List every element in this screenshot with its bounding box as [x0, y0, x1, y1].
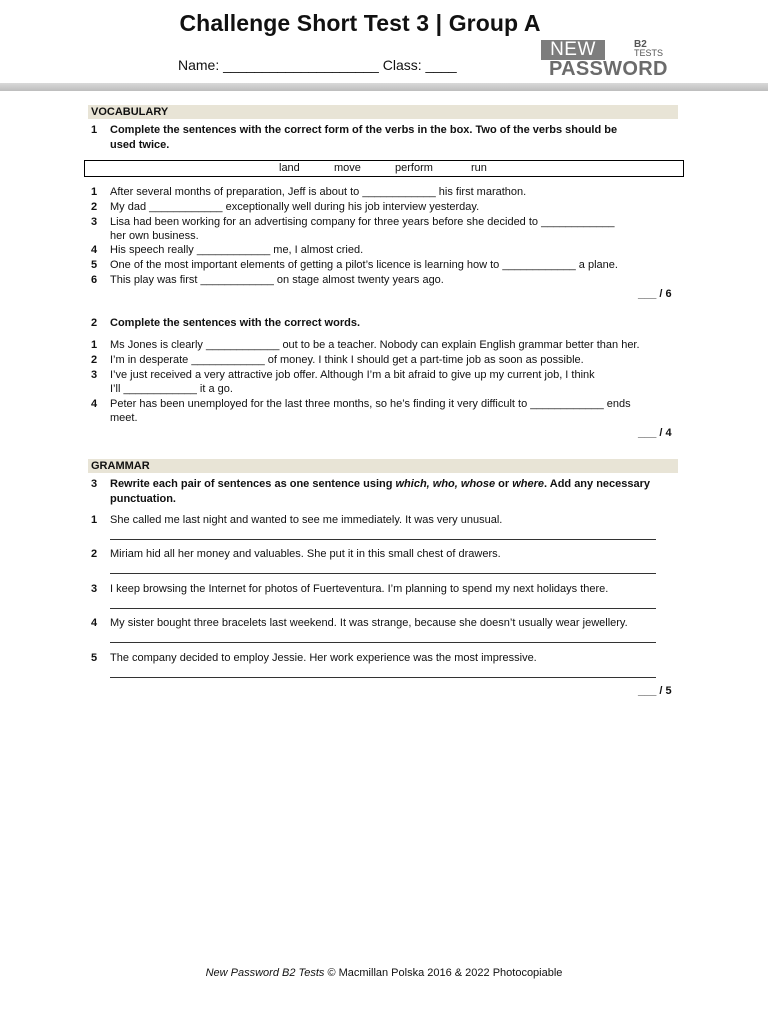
exercise-instruction — [110, 477, 670, 507]
instruction-line: punctuation. — [110, 493, 176, 505]
footer-copyright: © Macmillan Polska 2016 & 2022 Photocopiable — [324, 967, 563, 979]
word-box — [84, 160, 684, 177]
sentence: His speech really ____________ me, I almost cried. — [110, 244, 364, 256]
sentence-continuation: her own business. — [110, 230, 199, 242]
instruction-text: . Add any necessary — [544, 478, 651, 490]
item-number: 1 — [91, 186, 98, 198]
item-number: 1 — [91, 339, 98, 351]
instruction-text: or — [495, 478, 513, 490]
exercise-number: 2 — [91, 317, 98, 329]
item-number: 2 — [91, 354, 98, 366]
answer-line[interactable] — [110, 608, 656, 609]
item-number: 4 — [91, 617, 98, 629]
word-box-item: run — [471, 162, 487, 174]
instruction-italic: which, who, whose — [395, 478, 496, 490]
score-box: ___ / 4 — [638, 427, 672, 439]
instruction-line: Complete the sentences with the correct form of the verbs in the box. Two of the verbs should be — [110, 124, 618, 136]
answer-line[interactable] — [110, 642, 656, 643]
page-footer — [0, 966, 768, 981]
sentence: Ms Jones is clearly ____________ out to be a teacher. Nobody can explain English grammar better than her. — [110, 339, 640, 351]
instruction-italic: where — [512, 478, 545, 490]
page-title: Challenge Short Test 3 | Group A — [179, 10, 541, 36]
item-number: 3 — [91, 583, 98, 595]
section-heading-grammar: GRAMMAR — [88, 459, 678, 473]
sentence: I keep browsing the Internet for photos of Fuerteventura. I’m planning to spend my next holidays there. — [110, 583, 609, 595]
logo-tests: TESTS — [634, 48, 664, 58]
sentence-continuation: I’ll ____________ it a go. — [110, 383, 233, 395]
item-number: 6 — [91, 274, 98, 286]
logo-new: NEW — [541, 40, 605, 60]
sentence: Miriam hid all her money and valuables. She put it in this small chest of drawers. — [110, 548, 501, 560]
item-number: 3 — [91, 216, 98, 228]
sentence: My sister bought three bracelets last weekend. It was strange, because she doesn’t usually wear jewellery. — [110, 617, 628, 629]
instruction-line — [110, 477, 670, 492]
item-number: 3 — [91, 369, 98, 381]
sentence-continuation: meet. — [110, 412, 138, 424]
exercise-instruction — [110, 123, 670, 153]
sentence: I’m in desperate ____________ of money. I think I should get a part-time job as soon as possible. — [110, 354, 584, 366]
sentence: One of the most important elements of getting a pilot’s licence is learning how to ____________ a plane. — [110, 259, 618, 271]
item-number: 4 — [91, 244, 98, 256]
word-box-item: perform — [395, 162, 433, 174]
item-number: 5 — [91, 259, 98, 271]
exercise-number: 1 — [91, 124, 98, 136]
item-number: 5 — [91, 652, 98, 664]
word-box-item: move — [334, 162, 361, 174]
item-number: 2 — [91, 548, 98, 560]
item-number: 2 — [91, 201, 98, 213]
sentence: I’ve just received a very attractive job offer. Although I’m a bit afraid to give up my current job, I think — [110, 369, 595, 381]
item-number: 1 — [91, 514, 98, 526]
score-box: ___ / 6 — [638, 288, 672, 300]
instruction-text: Rewrite each pair of sentences as one sentence using — [110, 478, 396, 490]
logo-b2: B2 — [634, 39, 647, 50]
answer-line[interactable] — [110, 573, 656, 574]
instruction-line: used twice. — [110, 139, 170, 151]
sentence: Lisa had been working for an advertising company for three years before she decided to ____________ — [110, 216, 615, 228]
sentence: She called me last night and wanted to see me immediately. It was very unusual. — [110, 514, 503, 526]
exercise-number: 3 — [91, 478, 98, 490]
section-heading-vocabulary: VOCABULARY — [88, 105, 678, 119]
sentence: After several months of preparation, Jeff is about to ____________ his first marathon. — [110, 186, 527, 198]
item-number: 4 — [91, 398, 98, 410]
word-box-item: land — [279, 162, 300, 174]
sentence: My dad ____________ exceptionally well during his job interview yesterday. — [110, 201, 480, 213]
exercise-instruction: Complete the sentences with the correct words. — [110, 317, 361, 329]
answer-line[interactable] — [110, 677, 656, 678]
sentence: Peter has been unemployed for the last three months, so he’s finding it very difficult to ____________ ends — [110, 398, 631, 410]
logo-password: PASSWORD — [549, 58, 668, 80]
score-box: ___ / 5 — [638, 685, 672, 697]
sentence: This play was first ____________ on stage almost twenty years ago. — [110, 274, 444, 286]
name-class-line: Name: ____________________ Class: ____ — [178, 57, 457, 73]
answer-line[interactable] — [110, 539, 656, 540]
sentence: The company decided to employ Jessie. Her work experience was the most impressive. — [110, 652, 537, 664]
footer-title: New Password B2 Tests — [205, 967, 325, 979]
header-divider — [0, 83, 768, 91]
